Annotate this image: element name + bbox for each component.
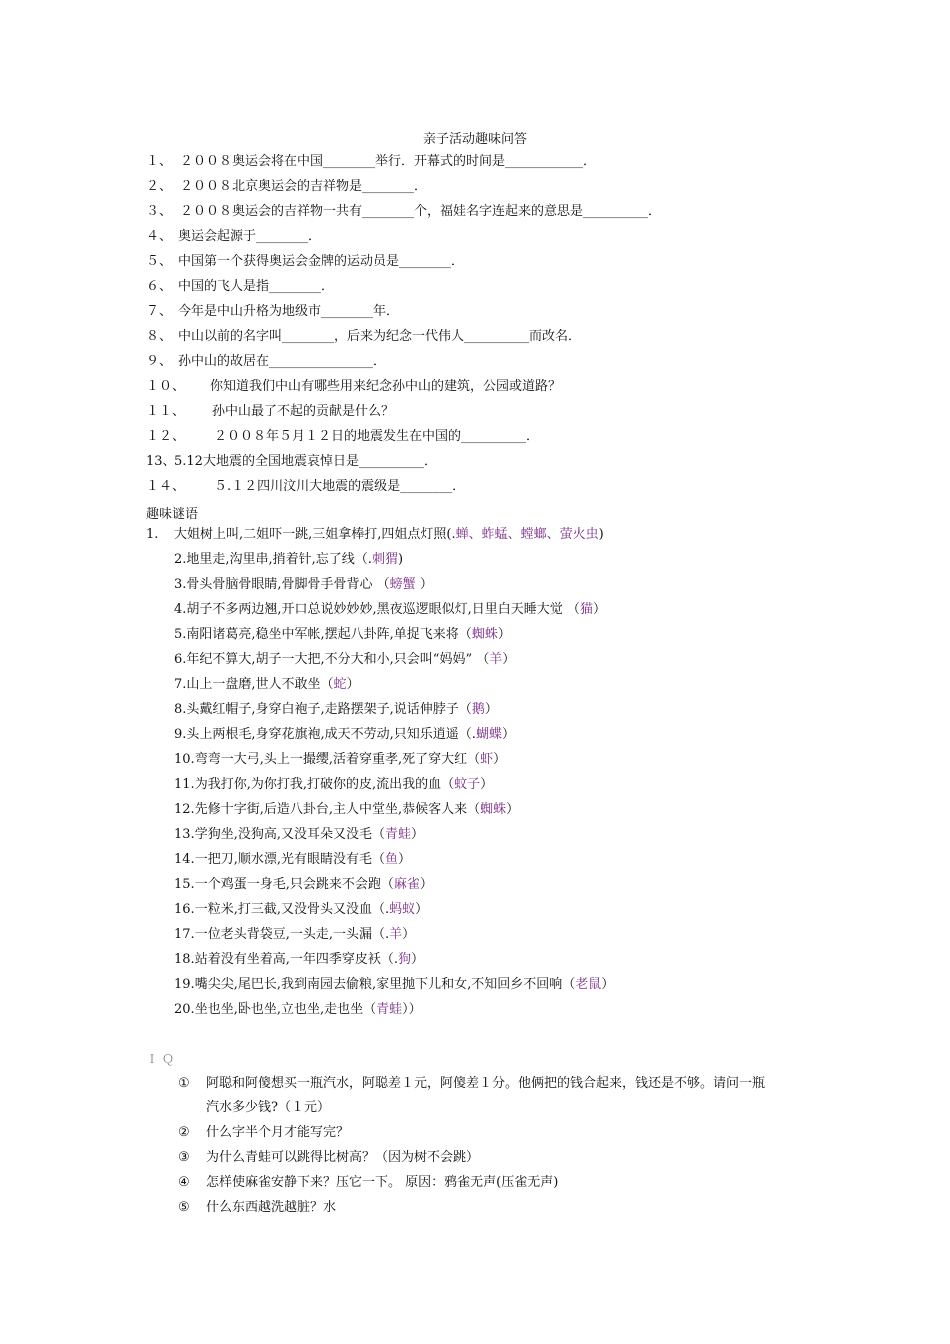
question-number: ８、 — [146, 329, 173, 344]
riddle-tail: ） — [410, 827, 424, 842]
riddle-tail: ) — [397, 552, 404, 567]
riddle-text: 大姐树上叫,二姐吓一跳,三姐拿棒打,四姐点灯照(. — [174, 527, 456, 542]
question-text: 中山以前的名字叫________，后来为纪念一代伟人__________而改名． — [178, 329, 582, 344]
iq-text: 阿聪和阿傻想买一瓶汽水，阿聪差１元，阿傻差１分。他俩把的钱合起来，钱还是不够。请问一瓶 — [206, 1076, 766, 1091]
riddle-text: 一把刀,顺水漂,光有眼睛没有毛（ — [194, 852, 385, 867]
iq-marker: ② — [178, 1125, 190, 1140]
question-text: ２００８奥运会的吉祥物一共有________个，福娃名字连起来的意思是__________． — [180, 204, 662, 219]
question-item — [146, 378, 561, 396]
riddle-number: 15. — [174, 877, 195, 892]
riddle-tail: ） — [484, 702, 498, 717]
riddle-answer: 蛇 — [333, 677, 347, 692]
riddle-tail: ） — [346, 677, 360, 692]
question-text: 你知道我们中山有哪些用来纪念孙中山的建筑，公园或道路？ — [210, 379, 562, 394]
question-text: 中国的飞人是指________． — [178, 279, 335, 294]
riddle-item — [174, 876, 433, 894]
riddle-text: 胡子不多两边翘,开口总说妙妙妙,黑夜巡逻眼似灯,日里白天睡大觉 （ — [186, 602, 580, 617]
riddle-answer: 蜘蛛 — [471, 627, 498, 642]
riddle-item — [174, 926, 415, 944]
question-item — [146, 278, 334, 296]
riddle-tail: ） — [502, 652, 516, 667]
riddle-answer: 老鼠 — [575, 977, 602, 992]
question-text: 今年是中山升格为地级市________年． — [178, 304, 400, 319]
iq-marker: ③ — [178, 1150, 190, 1165]
riddle-number: 14. — [174, 852, 195, 867]
question-text: 孙中山最了不起的贡献是什么？ — [212, 404, 395, 419]
riddle-answer: 羊 — [489, 652, 503, 667]
riddle-number: 6. — [174, 652, 187, 667]
riddle-tail: ） — [415, 577, 433, 592]
riddle-answer: 蚂蚁 — [389, 902, 416, 917]
question-text: 孙中山的故居在________________． — [178, 354, 387, 369]
riddle-item — [174, 826, 424, 844]
riddle-text: 南阳诸葛亮,稳坐中军帐,摆起八卦阵,单捉飞来将（ — [186, 627, 472, 642]
riddle-answer: 虾 — [480, 752, 494, 767]
question-text: ２００８奥运会将在中国________举行．开幕式的时间是____________． — [180, 154, 597, 169]
riddle-heading: 趣味谜语 — [146, 507, 199, 522]
riddle-item — [174, 751, 506, 769]
riddle-text: 为我打你,为你打我,打破你的皮,流出我的血（ — [194, 777, 455, 792]
riddle-number: 8. — [174, 702, 187, 717]
riddle-item — [174, 851, 411, 869]
riddle-number: 13. — [174, 827, 195, 842]
riddle-number: 19. — [174, 977, 195, 992]
question-item — [146, 453, 437, 471]
riddle-tail: ） — [419, 877, 433, 892]
question-number: １１、 — [146, 404, 186, 419]
riddle-answer: 蜘蛛 — [480, 802, 507, 817]
riddle-number: 9. — [174, 727, 187, 742]
iq-marker: ⑤ — [178, 1200, 190, 1215]
riddle-text: 弯弯一大弓,头上一撮缨,活着穿重孝,死了穿大红（ — [194, 752, 481, 767]
riddle-number: 3. — [174, 577, 187, 592]
riddle-answer: 蝴蝶 — [475, 727, 502, 742]
riddle-tail: ） — [497, 627, 511, 642]
riddle-text: 嘴尖尖,尾巴长,我到南园去偷粮,家里抛下儿和女,不知回乡不回响（ — [194, 977, 576, 992]
question-item — [146, 153, 596, 171]
riddle-tail: ） — [410, 952, 424, 967]
riddle-item — [146, 526, 604, 544]
iq-item — [178, 1124, 816, 1142]
iq-text: 什么东西越洗越脏？水 — [206, 1200, 337, 1215]
iq-item — [178, 1199, 816, 1217]
question-item — [146, 428, 539, 446]
riddle-tail: ） — [397, 852, 411, 867]
riddle-answer: 鹅 — [471, 702, 485, 717]
riddle-text: 站着没有坐着高,一年四季穿皮袄（. — [194, 952, 398, 967]
riddle-tail: ）） — [402, 1002, 422, 1017]
riddle-tail: ） — [415, 902, 429, 917]
riddle-number: 16. — [174, 902, 195, 917]
riddle-item — [174, 651, 515, 669]
riddle-item — [174, 601, 606, 619]
question-item — [146, 178, 427, 196]
riddle-text: 一个鸡蛋一身毛,只会跳来不会跑（ — [194, 877, 394, 892]
riddle-answer: 刺猬 — [371, 552, 398, 567]
iq-text: 为什么青蛙可以跳得比树高？（因为树不会跳） — [206, 1150, 480, 1165]
question-text: ２００８北京奥运会的吉祥物是________． — [180, 179, 428, 194]
riddle-number: 20. — [174, 1002, 195, 1017]
riddle-item — [174, 551, 403, 569]
question-item — [146, 203, 661, 221]
question-number: ７、 — [146, 304, 173, 319]
iq-item — [178, 1174, 816, 1192]
riddle-text: 骨头骨脑骨眼睛,骨脚骨手骨背心 （ — [186, 577, 390, 592]
riddle-tail: ） — [601, 977, 615, 992]
riddle-number: 4. — [174, 602, 187, 617]
riddle-item — [174, 801, 519, 819]
riddle-tail: ） — [592, 602, 606, 617]
riddle-number: 11. — [174, 777, 195, 792]
riddle-number: 17. — [174, 927, 195, 942]
riddle-item — [174, 726, 515, 744]
riddle-tail: ） — [402, 927, 416, 942]
riddle-item — [174, 576, 433, 594]
riddle-answer: 狗 — [397, 952, 411, 967]
riddle-answer: 羊 — [389, 927, 403, 942]
riddle-number: 2. — [174, 552, 187, 567]
iq-marker: ① — [178, 1076, 190, 1091]
riddle-number: 1. — [146, 527, 159, 542]
riddle-item — [174, 676, 360, 694]
question-number: １２、 — [146, 429, 186, 444]
riddle-text: 头戴红帽子,身穿白袍子,走路摆架子,说话伸脖子（ — [186, 702, 472, 717]
question-number: １０、 — [146, 379, 186, 394]
riddle-answer: 螃蟹 — [389, 577, 416, 592]
riddle-number: 12. — [174, 802, 195, 817]
question-text: 中国第一个获得奥运会金牌的运动员是________． — [178, 254, 465, 269]
riddle-item — [174, 701, 498, 719]
question-number: ４、 — [146, 229, 173, 244]
riddle-answer: 青蛙 — [376, 1002, 403, 1017]
question-number: ９、 — [146, 354, 173, 369]
question-text: 奥运会起源于________． — [178, 229, 322, 244]
riddle-answer: 蝉、蚱蜢、螳螂、萤火虫 — [455, 527, 599, 542]
question-number: １、 — [146, 154, 173, 169]
iq-text: 什么字半个月才能写完？ — [206, 1125, 350, 1140]
question-item — [146, 253, 464, 271]
question-item — [146, 228, 321, 246]
question-item — [146, 303, 399, 321]
question-number: ６、 — [146, 279, 173, 294]
riddle-text: 山上一盘磨,世人不敢坐（ — [186, 677, 334, 692]
riddle-text: 头上两根毛,身穿花旗袍,成天不劳动,只知乐逍遥（. — [186, 727, 476, 742]
riddle-item — [174, 1001, 422, 1019]
riddle-item — [174, 626, 511, 644]
question-item — [146, 353, 386, 371]
question-item — [146, 328, 581, 346]
riddle-answer: 蚊子 — [454, 777, 481, 792]
iq-text-continued: 汽水多少钱?（１元） — [206, 1100, 330, 1115]
riddle-number: 18. — [174, 952, 195, 967]
riddle-tail: ） — [506, 802, 520, 817]
iq-item — [178, 1149, 816, 1167]
riddle-text: 年纪不算大,胡子一大把,不分大和小,只会叫“妈妈” （ — [186, 652, 490, 667]
riddle-answer: 青蛙 — [384, 827, 411, 842]
riddle-answer: 猫 — [579, 602, 593, 617]
riddle-text: 学狗坐,没狗高,又没耳朵又没毛（ — [194, 827, 385, 842]
iq-marker: ④ — [178, 1175, 190, 1190]
riddle-item — [174, 951, 424, 969]
riddle-answer: 麻雀 — [393, 877, 420, 892]
riddle-text: 地里走,沟里串,捎着针,忘了线（. — [186, 552, 372, 567]
question-text: ５.１２四川汶川大地震的震级是________． — [214, 479, 466, 494]
iq-text: 怎样使麻雀安静下来？压它一下。 原因：鸦雀无声(压雀无声) — [206, 1175, 559, 1190]
question-number: 13、 — [146, 454, 176, 469]
question-number: ３、 — [146, 204, 173, 219]
question-number: １４、 — [146, 479, 186, 494]
riddle-answer: 鱼 — [384, 852, 398, 867]
riddle-item — [174, 901, 428, 919]
riddle-tail: ） — [480, 777, 494, 792]
riddle-number: 10. — [174, 752, 195, 767]
riddle-number: 7. — [174, 677, 187, 692]
question-text: 5.12大地震的全国地震哀悼日是__________． — [174, 454, 437, 469]
iq-heading: ＩＱ — [146, 1052, 179, 1066]
question-number: ２、 — [146, 179, 173, 194]
riddle-tail: ) — [598, 527, 604, 542]
riddle-text: 一粒米,打三截,又没骨头又没血（. — [194, 902, 390, 917]
riddle-text: 坐也坐,卧也坐,立也坐,走也坐（ — [194, 1002, 377, 1017]
question-number: ５、 — [146, 254, 173, 269]
riddle-tail: ） — [501, 727, 515, 742]
question-item — [146, 478, 465, 496]
question-text: ２００８年５月１２日的地震发生在中国的__________． — [214, 429, 540, 444]
riddle-item — [174, 776, 493, 794]
question-item — [146, 403, 394, 421]
page-title: 亲子活动趣味问答 — [422, 132, 527, 147]
riddle-number: 5. — [174, 627, 187, 642]
riddle-text: 先修十字街,后造八卦台,主人中堂坐,恭候客人来（ — [194, 802, 481, 817]
iq-item — [178, 1075, 816, 1117]
riddle-item — [174, 976, 614, 994]
riddle-text: 一位老头背袋豆,一头走,一头漏（. — [194, 927, 390, 942]
riddle-tail: ） — [493, 752, 507, 767]
